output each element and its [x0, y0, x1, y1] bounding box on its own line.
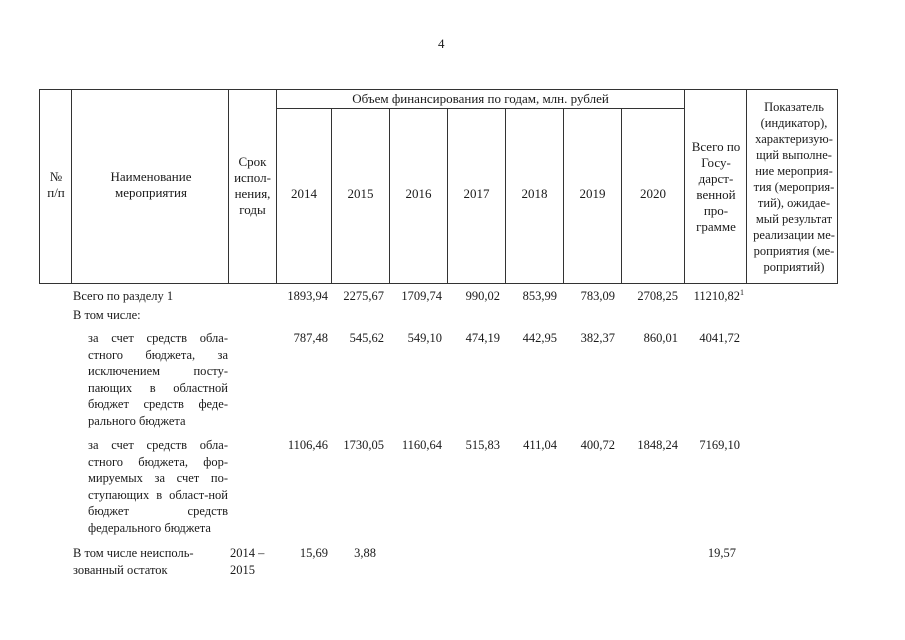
page-number: 4	[438, 36, 445, 51]
header-year-2014: 2014	[291, 186, 317, 201]
header-year-2020: 2020	[640, 186, 666, 201]
row-value-2019: 400,72	[580, 438, 615, 452]
row-total: 4041,72	[699, 331, 740, 345]
header-col-name: Наименование мероприятия	[110, 169, 192, 200]
row-total-footnote: 1	[740, 287, 744, 297]
row-value-2015: 3,88	[354, 546, 376, 560]
header-col-group: Объем финансирования по годам, млн. рублей	[352, 90, 609, 106]
row-value-2020: 2708,25	[637, 289, 678, 303]
row-value-2016: 1709,74	[401, 289, 442, 303]
row-value-2020: 860,01	[643, 331, 678, 345]
header-col-num: № п/п	[47, 169, 65, 200]
header-col-total: Всего по Госу-дарст-венной про-грамме	[691, 139, 741, 234]
row-value-2019: 382,37	[580, 331, 615, 345]
header-col-indicator: Показатель (индикатор), характеризую-щий выполне-ние мероприя-тия (мероприя-тий), ожидае-мый результат реализации ме-роприятия (ме-роприятий)	[753, 100, 835, 274]
row-label: за счет средств обла-стного бюджета, за исключением посту-пающих в областной бюджет средств феде-рального бюджета	[88, 331, 228, 428]
row-value-2017: 990,02	[465, 289, 500, 303]
header-divider	[71, 89, 72, 284]
row-total: 19,57	[707, 546, 736, 560]
table-row	[0, 330, 905, 430]
row-value-2017: 474,19	[465, 331, 500, 345]
row-total: 7169,10	[699, 438, 740, 452]
row-value-2016: 1160,64	[401, 438, 442, 452]
header-col-term: Срок испол-нения, годы	[234, 154, 271, 217]
row-value-2014: 1893,94	[287, 289, 328, 303]
row-term: 2014 – 2015	[230, 546, 265, 577]
header-divider	[228, 89, 229, 284]
row-value-2018: 411,04	[523, 438, 557, 452]
row-value-2019: 783,09	[580, 289, 615, 303]
row-value-2016: 549,10	[407, 331, 442, 345]
table-row	[0, 437, 905, 537]
row-label: В том числе:	[73, 308, 141, 322]
header-divider	[746, 89, 747, 284]
header-year-2016: 2016	[405, 186, 432, 201]
table-row	[0, 307, 905, 325]
header-year-2017: 2017	[463, 186, 490, 201]
table-row	[0, 288, 905, 306]
header-year-2018: 2018	[521, 186, 548, 201]
row-label: В том числе неисполь-зованный остаток	[73, 546, 194, 577]
row-value-2014: 1106,46	[287, 438, 328, 452]
row-label: за счет средств обла-стного бюджета, фор-мируемых за счет по-ступающих в област-ной бюджет средств федерального бюджета	[88, 438, 228, 535]
header-year-2019: 2019	[579, 186, 606, 201]
row-total	[684, 288, 744, 305]
table-row	[0, 545, 905, 581]
row-value-2015: 545,62	[349, 331, 384, 345]
row-value-2014: 787,48	[293, 331, 328, 345]
row-total-value: 11210,82	[693, 289, 740, 303]
row-value-2015: 2275,67	[343, 289, 384, 303]
row-value-2015: 1730,05	[343, 438, 384, 452]
row-value-2017: 515,83	[465, 438, 500, 452]
header-year-2015: 2015	[347, 186, 374, 201]
row-value-2020: 1848,24	[637, 438, 678, 452]
row-label: Всего по разделу 1	[73, 289, 174, 303]
row-value-2014: 15,69	[299, 546, 328, 560]
row-value-2018: 853,99	[522, 289, 557, 303]
row-value-2018: 442,95	[522, 331, 557, 345]
header-divider	[276, 108, 684, 109]
header-divider	[684, 89, 685, 284]
